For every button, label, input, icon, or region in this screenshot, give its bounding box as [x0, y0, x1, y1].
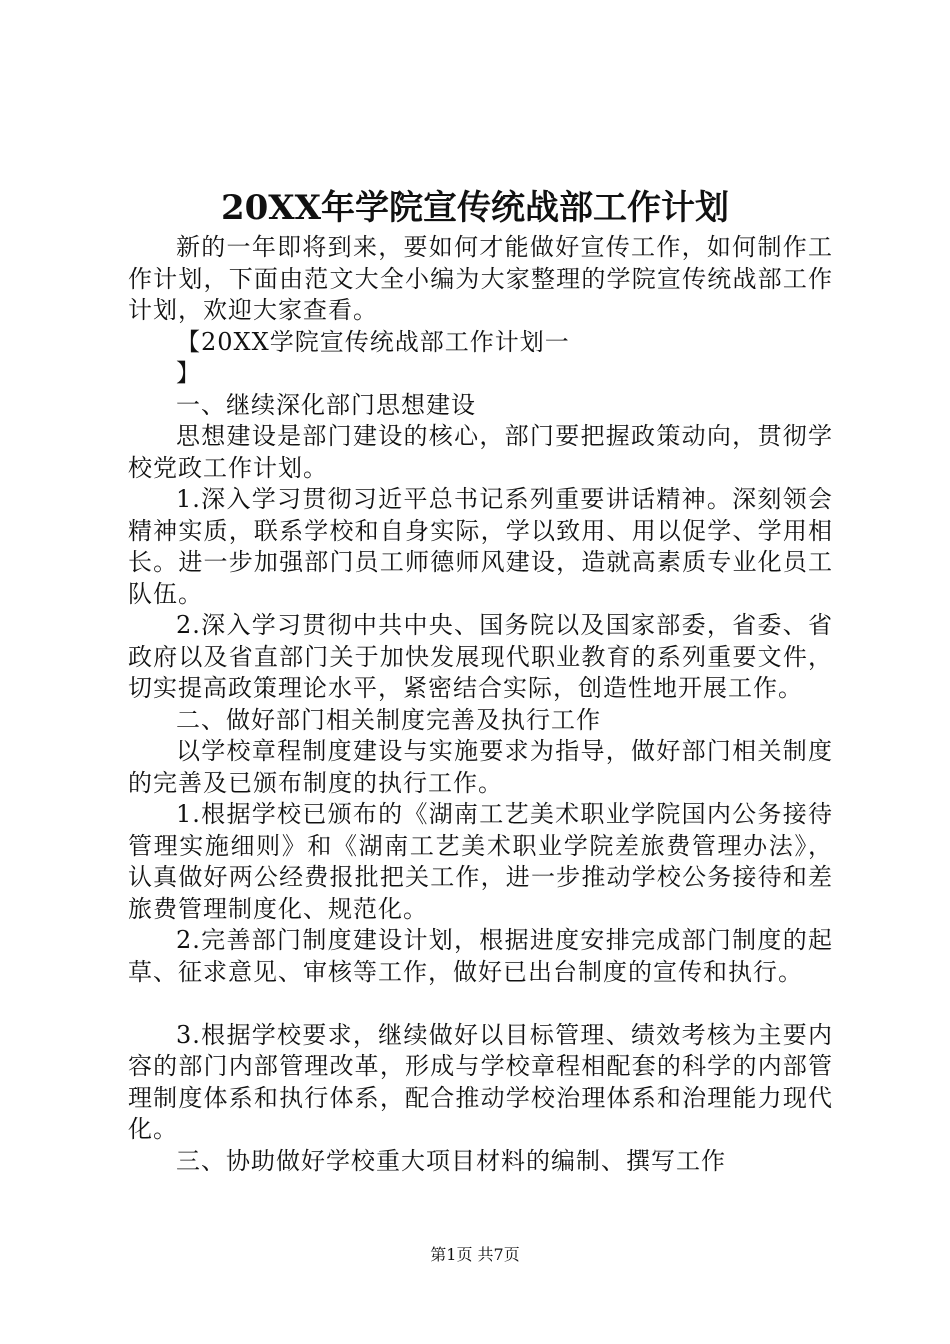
paragraph-section-heading-close: 】	[176, 359, 201, 387]
paragraph-heading-2: 二、做好部门相关制度完善及执行工作	[176, 705, 601, 734]
paragraph: 思想建设是部门建设的核心，部门要把握政策动向，贯彻学校党政工作计划。	[128, 422, 833, 482]
paragraph-heading-1: 一、继续深化部门思想建设	[176, 390, 476, 419]
blank-line	[128, 988, 833, 1020]
paragraph: 以学校章程制度建设与实施要求为指导，做好部门相关制度的完善及已颁布制度的执行工作。	[128, 737, 833, 797]
page-footer: 第1页 共7页	[430, 1245, 520, 1264]
paragraph-section-heading: 【20XX学院宣传统战部工作计划一	[176, 327, 570, 356]
document-body	[128, 232, 833, 1177]
paragraph: 1.根据学校已颁布的《湖南工艺美术职业学院国内公务接待管理实施细则》和《湖南工艺美术职业学院差旅费管理办法》，认真做好两公经费报批把关工作，进一步推动学校公务接待和差旅费管理制度化、规范化。	[128, 800, 833, 923]
paragraph-intro: 新的一年即将到来，要如何才能做好宣传工作，如何制作工作计划，下面由范文大全小编为大家整理的学院宣传统战部工作计划，欢迎大家查看。	[128, 233, 833, 324]
paragraph: 3.根据学校要求，继续做好以目标管理、绩效考核为主要内容的部门内部管理改革，形成与学校章程相配套的科学的内部管理制度体系和执行体系，配合推动学校治理体系和治理能力现代化。	[128, 1020, 833, 1143]
paragraph: 2.完善部门制度建设计划，根据进度安排完成部门制度的起草、征求意见、审核等工作，做好已出台制度的宣传和执行。	[128, 926, 833, 986]
document-title: 20XX年学院宣传统战部工作计划	[220, 188, 730, 228]
paragraph: 1.深入学习贯彻习近平总书记系列重要讲话精神。深刻领会精神实质，联系学校和自身实际，学以致用、用以促学、学用相长。进一步加强部门员工师德师风建设，造就高素质专业化员工队伍。	[128, 485, 833, 608]
paragraph-heading-3: 三、协助做好学校重大项目材料的编制、撰写工作	[176, 1146, 726, 1175]
paragraph: 2.深入学习贯彻中共中央、国务院以及国家部委，省委、省政府以及省直部门关于加快发展现代职业教育的系列重要文件，切实提高政策理论水平，紧密结合实际，创造性地开展工作。	[128, 611, 833, 702]
